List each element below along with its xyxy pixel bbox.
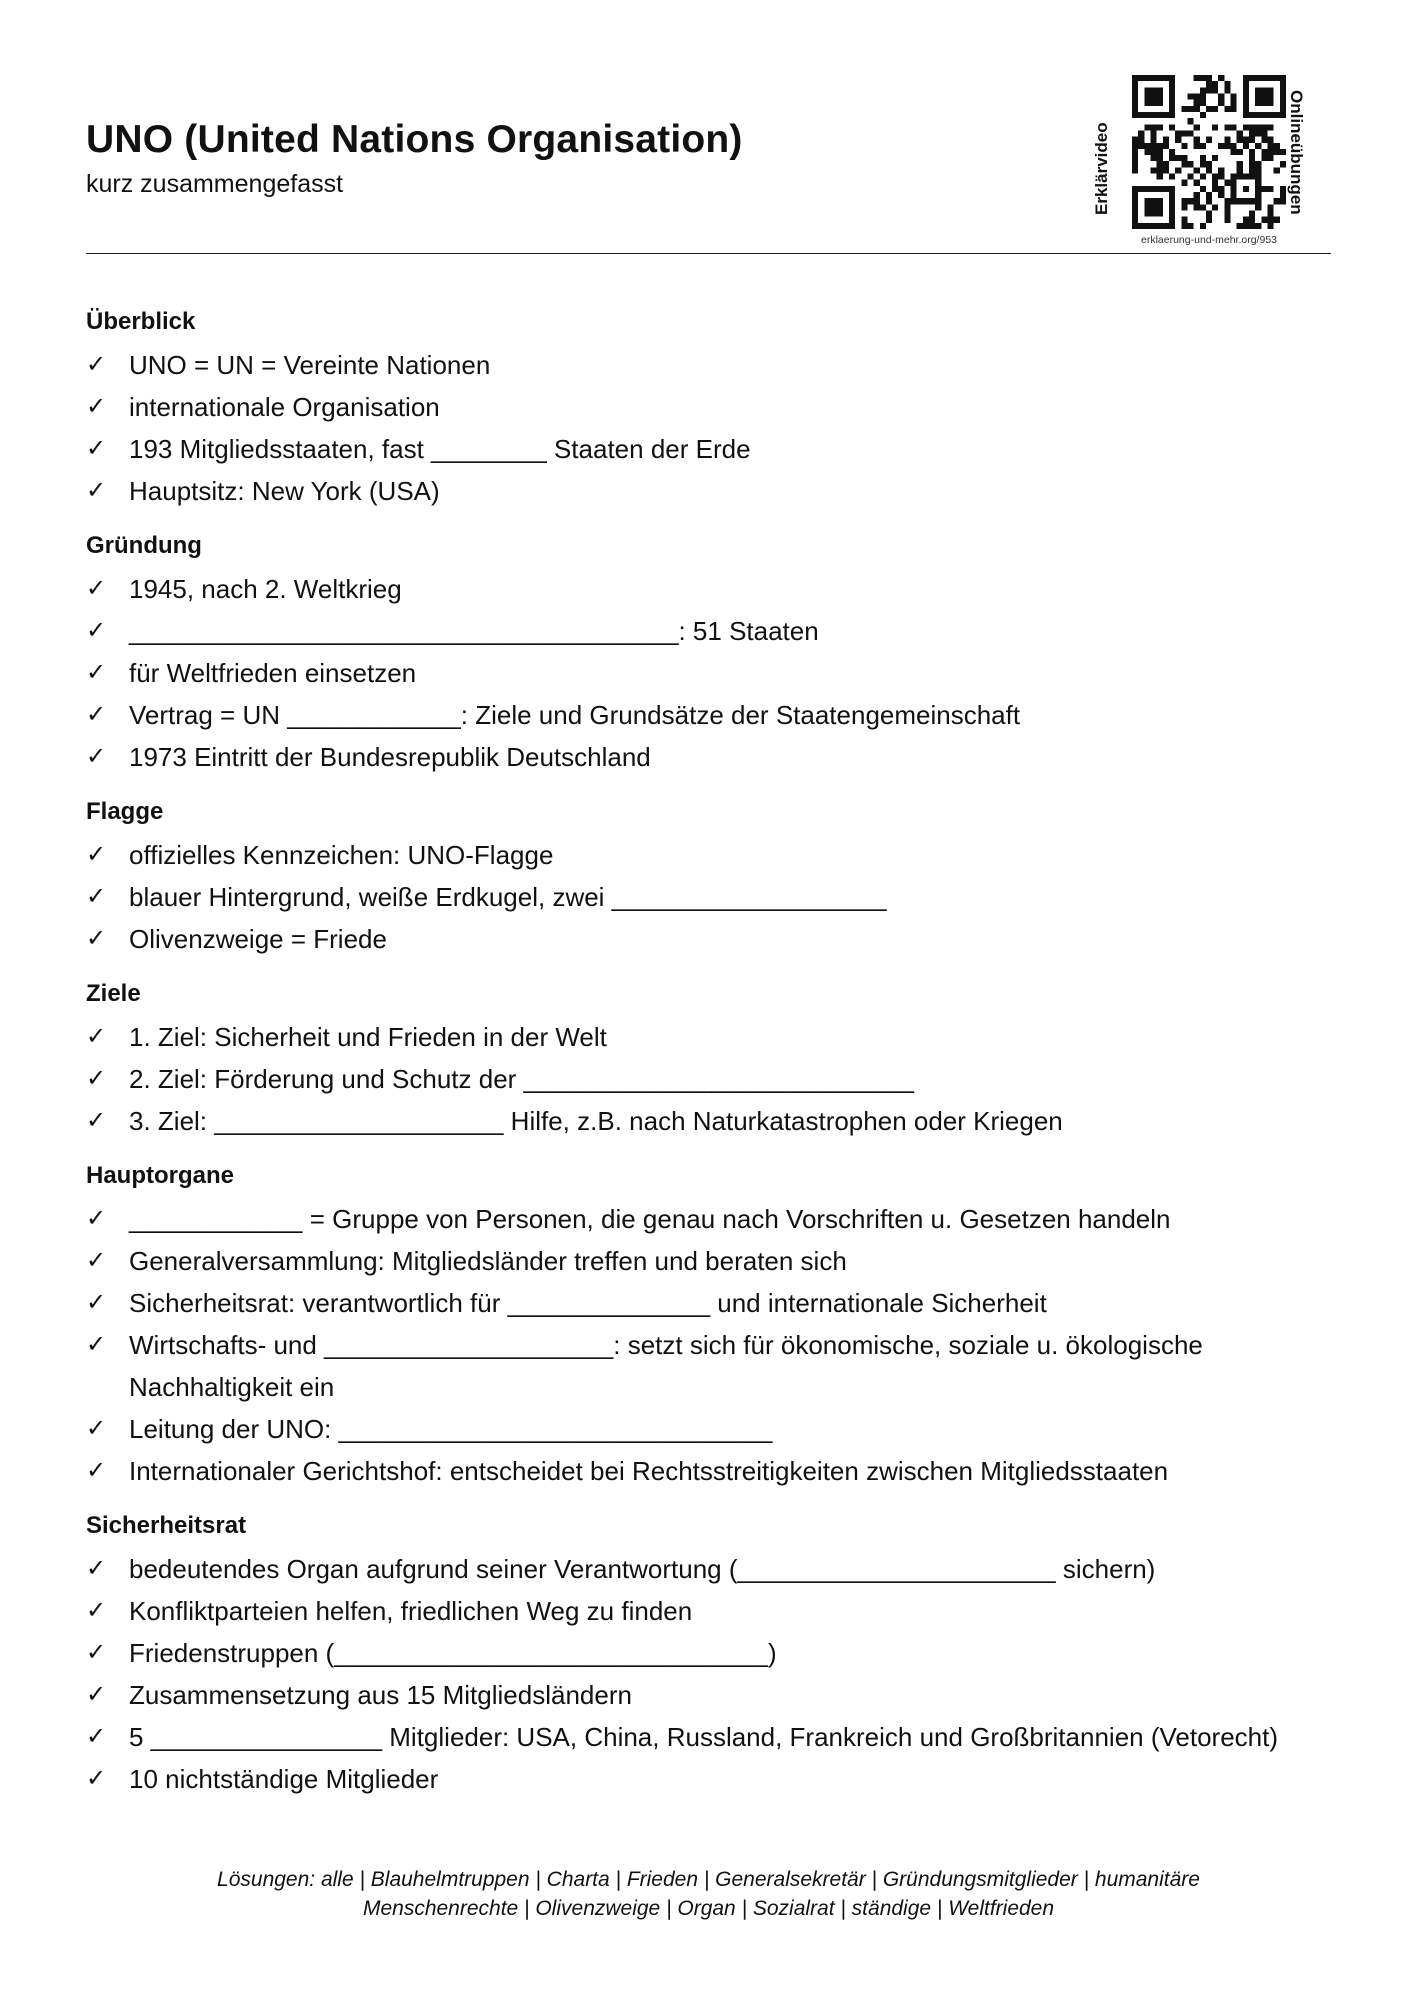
section-hauptorgane xyxy=(86,1154,1331,1492)
list-item: ✓ Friedenstruppen (______________________________) xyxy=(86,1632,1331,1674)
page-subtitle: kurz zusammengefasst xyxy=(86,170,344,198)
section-title: Hauptorgane xyxy=(86,1162,235,1189)
list-item: ✓ Vertrag = UN ____________: Ziele und Grundsätze der Staatengemeinschaft xyxy=(86,694,1331,736)
list-item: ✓ UNO = UN = Vereinte Nationen xyxy=(86,344,1331,386)
list-item: ✓ 10 nichtständige Mitglieder xyxy=(86,1758,1331,1800)
qr-url[interactable]: erklaerung-und-mehr.org/953 xyxy=(1141,234,1277,246)
section-flagge xyxy=(86,790,1331,960)
solutions-line: Menschenrechte | Olivenzweige | Organ | Sozialrat | ständige | Weltfrieden xyxy=(362,1897,1055,1920)
list-item: ✓ 2. Ziel: Förderung und Schutz der ___________________________ xyxy=(86,1058,1331,1100)
list-item: ✓ Generalversammlung: Mitgliedsländer treffen und beraten sich xyxy=(86,1240,1331,1282)
list-item: ✓ 5 ________________ Mitglieder: USA, China, Russland, Frankreich und Großbritannien (Vetorecht) xyxy=(86,1716,1331,1758)
check-icon: ✓ xyxy=(86,351,107,378)
list-item: ✓ Wirtschafts- und ____________________: setzt sich für ökonomische, soziale u. ökologische Nachhaltigkeit ein xyxy=(86,1324,1331,1408)
list-item: ✓ Leitung der UNO: ______________________________ xyxy=(86,1408,1331,1450)
exercises-label[interactable]: Onlineübungen xyxy=(1287,90,1306,215)
check-icon: ✓ xyxy=(86,1023,107,1050)
check-icon: ✓ xyxy=(86,1457,107,1484)
solutions-footer xyxy=(86,1865,1331,1923)
check-icon: ✓ xyxy=(86,1723,107,1750)
check-icon: ✓ xyxy=(86,659,107,686)
list-item: ✓ 3. Ziel: ____________________ Hilfe, z.B. nach Naturkatastrophen oder Kriegen xyxy=(86,1100,1331,1142)
check-icon: ✓ xyxy=(86,617,107,644)
check-icon: ✓ xyxy=(86,1247,107,1274)
check-icon: ✓ xyxy=(86,701,107,728)
list-item: ✓ Konfliktparteien helfen, friedlichen Weg zu finden xyxy=(86,1590,1331,1632)
list-item: ✓ Olivenzweige = Friede xyxy=(86,918,1331,960)
check-icon: ✓ xyxy=(86,841,107,868)
check-icon: ✓ xyxy=(86,393,107,420)
section-ueberblick xyxy=(86,300,1331,512)
list-item: ✓ Zusammensetzung aus 15 Mitgliedsländern xyxy=(86,1674,1331,1716)
check-icon: ✓ xyxy=(86,883,107,910)
qr-code-icon[interactable] xyxy=(1132,75,1286,229)
check-icon: ✓ xyxy=(86,1639,107,1666)
list-item: ✓ blauer Hintergrund, weiße Erdkugel, zwei ___________________ xyxy=(86,876,1331,918)
check-icon: ✓ xyxy=(86,1065,107,1092)
check-icon: ✓ xyxy=(86,477,107,504)
check-icon: ✓ xyxy=(86,1415,107,1442)
check-icon: ✓ xyxy=(86,1597,107,1624)
list-item: ✓ offizielles Kennzeichen: UNO-Flagge xyxy=(86,834,1331,876)
check-icon: ✓ xyxy=(86,1331,107,1358)
solutions-line: Lösungen: alle | Blauhelmtruppen | Charta | Frieden | Generalsekretär | Gründungsmitglieder | humanitäre xyxy=(217,1868,1200,1891)
check-icon: ✓ xyxy=(86,1555,107,1582)
section-title: Flagge xyxy=(86,798,164,825)
check-icon: ✓ xyxy=(86,743,107,770)
section-title: Sicherheitsrat xyxy=(86,1512,247,1539)
check-icon: ✓ xyxy=(86,435,107,462)
page-title: UNO (United Nations Organisation) xyxy=(86,118,743,161)
list-item: ✓ 1. Ziel: Sicherheit und Frieden in der Welt xyxy=(86,1016,1331,1058)
check-icon: ✓ xyxy=(86,1205,107,1232)
header-divider xyxy=(86,253,1331,254)
section-sicherheitsrat xyxy=(86,1504,1331,1800)
section-title: Überblick xyxy=(86,308,196,335)
list-item: ✓ 1945, nach 2. Weltkrieg xyxy=(86,568,1331,610)
check-icon: ✓ xyxy=(86,925,107,952)
list-item: ✓ 1973 Eintritt der Bundesrepublik Deutschland xyxy=(86,736,1331,778)
list-item: ✓ ______________________________________: 51 Staaten xyxy=(86,610,1331,652)
section-title: Gründung xyxy=(86,532,202,559)
list-item: ✓ Hauptsitz: New York (USA) xyxy=(86,470,1331,512)
check-icon: ✓ xyxy=(86,575,107,602)
list-item: ✓ internationale Organisation xyxy=(86,386,1331,428)
section-gruendung xyxy=(86,524,1331,778)
list-item: ✓ Internationaler Gerichtshof: entscheidet bei Rechtsstreitigkeiten zwischen Mitgliedsstaaten xyxy=(86,1450,1331,1492)
check-icon: ✓ xyxy=(86,1107,107,1134)
list-item: ✓ ____________ = Gruppe von Personen, die genau nach Vorschriften u. Gesetzen handeln xyxy=(86,1198,1331,1240)
section-ziele xyxy=(86,972,1331,1142)
check-icon: ✓ xyxy=(86,1289,107,1316)
video-label[interactable]: Erklärvideo xyxy=(1092,122,1111,215)
list-item-continuation: Nachhaltigkeit ein xyxy=(129,1372,335,1402)
check-icon: ✓ xyxy=(86,1681,107,1708)
check-icon: ✓ xyxy=(86,1765,107,1792)
list-item: ✓ Sicherheitsrat: verantwortlich für ______________ und internationale Sicherheit xyxy=(86,1282,1331,1324)
list-item: ✓ für Weltfrieden einsetzen xyxy=(86,652,1331,694)
worksheet-content xyxy=(86,300,1331,1812)
list-item: ✓ bedeutendes Organ aufgrund seiner Verantwortung (______________________ sichern) xyxy=(86,1548,1331,1590)
section-title: Ziele xyxy=(86,980,141,1007)
list-item: ✓ 193 Mitgliedsstaaten, fast ________ Staaten der Erde xyxy=(86,428,1331,470)
